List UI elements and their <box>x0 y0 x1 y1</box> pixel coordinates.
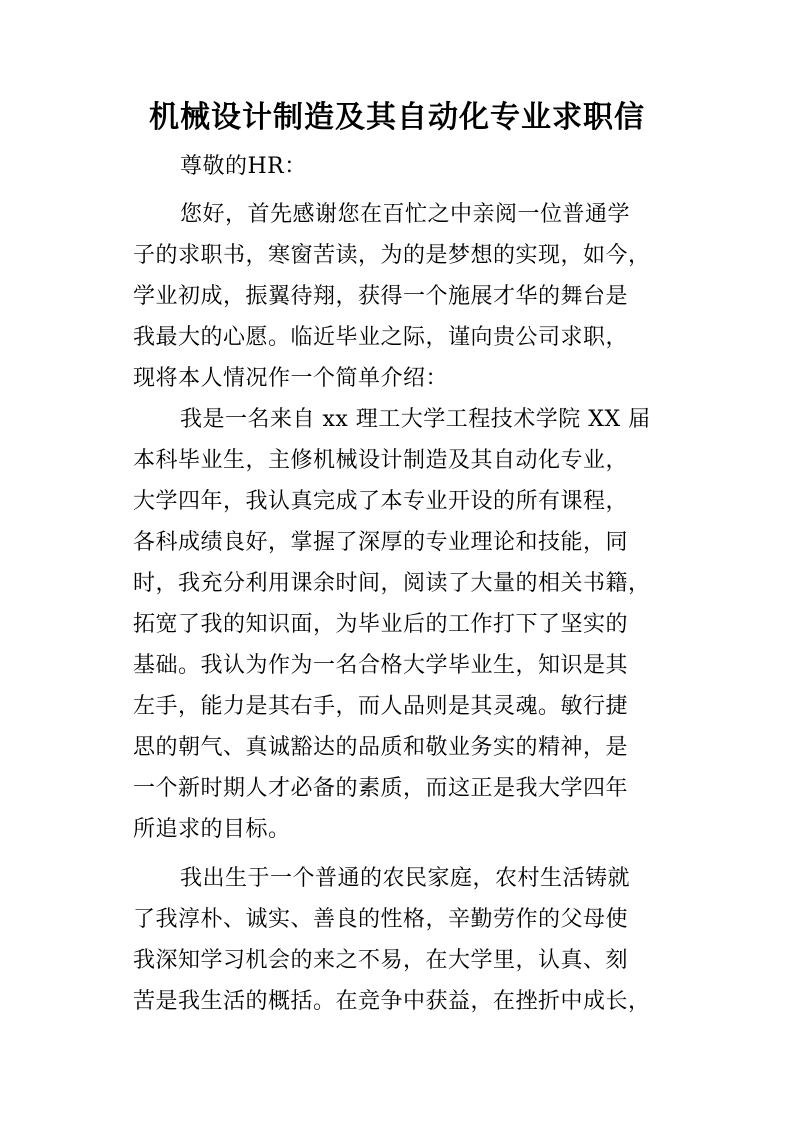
paragraph-line: 现将本人情况作一个简单介绍： <box>133 366 449 391</box>
paragraph-line: 一个新时期人才必备的素质，而这正是我大学四年 <box>133 776 629 801</box>
paragraph-line: 我深知学习机会的来之不易，在大学里，认真、刻 <box>133 948 629 973</box>
paragraph-line: 大学四年，我认真完成了本专业开设的所有课程， <box>133 489 629 514</box>
paragraph-line: 本科毕业生，主修机械设计制造及其自动化专业， <box>133 448 629 473</box>
paragraph-line: 我是一名来自 xx 理工大学工程技术学院 XX 届 <box>180 407 651 432</box>
paragraph-line: 各科成绩良好，掌握了深厚的专业理论和技能，同 <box>133 530 629 555</box>
document-title: 机械设计制造及其自动化专业求职信 <box>149 100 645 135</box>
paragraph-line: 子的求职书，寒窗苦读，为的是梦想的实现，如今， <box>133 243 651 268</box>
paragraph-line: 苦是我生活的概括。在竞争中获益，在挫折中成长， <box>133 989 651 1014</box>
paragraph-line: 您好，首先感谢您在百忙之中亲阅一位普通学 <box>180 202 631 227</box>
paragraph-line: 所追求的目标。 <box>133 817 291 842</box>
salutation: 尊敬的HR： <box>180 154 307 179</box>
paragraph-line: 了我淳朴、诚实、善良的性格，辛勤劳作的父母使 <box>133 907 629 932</box>
paragraph-line: 时，我充分利用课余时间，阅读了大量的相关书籍， <box>133 571 651 596</box>
paragraph-line: 学业初成，振翼待翔，获得一个施展才华的舞台是 <box>133 284 629 309</box>
paragraph-line: 我最大的心愿。临近毕业之际，谨向贵公司求职， <box>133 325 629 350</box>
paragraph-line: 拓宽了我的知识面，为毕业后的工作打下了坚实的 <box>133 612 629 637</box>
paragraph-line: 左手，能力是其右手，而人品则是其灵魂。敏行捷 <box>133 694 629 719</box>
paragraph-line: 我出生于一个普通的农民家庭，农村生活铸就 <box>180 866 631 891</box>
paragraph-line: 基础。我认为作为一名合格大学毕业生，知识是其 <box>133 653 629 678</box>
paragraph-line: 思的朝气、真诚豁达的品质和敬业务实的精神，是 <box>133 735 629 760</box>
